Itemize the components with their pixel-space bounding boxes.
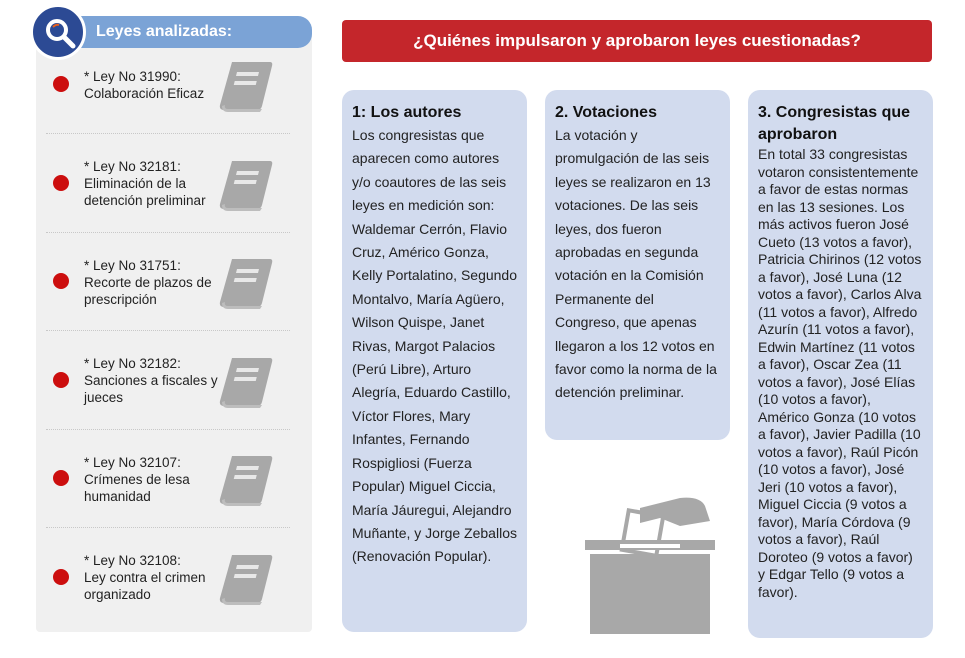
card-votes bbox=[545, 90, 730, 440]
law-text bbox=[84, 430, 224, 528]
law-item bbox=[36, 430, 312, 528]
law-text bbox=[84, 332, 224, 430]
bullet-dot bbox=[53, 175, 69, 191]
card-body: En total 33 congresistas votaron consistentemente a favor de estas normas en las 13 sesiones. Los más activos fueron José Cueto (13 votos a favor), Patricia Chirinos (12 votos a favor), José Luna (12 votos a favor), Carlos Alva (11 votos a favor), Alfredo Azurín (11 votos a favor), Edwin Martínez (11 votos a favor), Oscar Zea (11 votos a favor), José Elías (10 votos a favor), Américo Gonza (10 votos a favor), Javier Padilla (10 votos a favor), Raúl Picón (10 votos a favor), José Jeri (10 votos a favor), Miguel Ciccia (9 votos a favor), María Córdova (9 votos a favor), Raúl Doroteo (9 votos a favor) y Edgar Tello (9 votos a favor). bbox=[758, 146, 922, 600]
law-item bbox=[36, 332, 312, 430]
bullet-dot bbox=[53, 273, 69, 289]
law-number: * Ley No 32108: bbox=[84, 553, 181, 568]
card-body: La votación y promulgación de las seis leyes se realizaron en 13 votaciones. De las seis leyes, dos fueron aprobadas en segunda votación en la Comisión Permanente del Congreso, que apenas llegaron a los 12 votos en favor como la norma de la detención preliminar. bbox=[555, 127, 717, 401]
book-icon bbox=[218, 454, 274, 508]
law-number: * Ley No 32107: bbox=[84, 454, 181, 470]
book-icon bbox=[218, 257, 274, 311]
law-name: Eliminación de la detención preliminar bbox=[84, 176, 206, 208]
card-body: Los congresistas que aparecen como autores y/o coautores de las seis leyes en medición son: Waldemar Cerrón, Flavio Cruz, Américo Gonza, Kelly Portalatino, Segundo Montalvo, María Agüero, Wilson Quispe, Janet Rivas, Margot Palacios (Perú Libre), Arturo Alegría, Eduardo Castillo, Víctor Flores, Mary Infantes, Fernando Rospigliosi (Fuerza Popular) Miguel Ciccia, María Jáuregui, Alejandro Muñante, y Jorge Zeballos (Renovación Popular). bbox=[352, 127, 517, 565]
law-number: * Ley No 32182: bbox=[84, 356, 181, 371]
bullet-dot bbox=[53, 470, 69, 486]
law-item bbox=[36, 36, 312, 134]
law-number: * Ley No 31990: bbox=[84, 69, 181, 84]
card-title: 3. Congresistas que aprobaron bbox=[758, 104, 911, 143]
law-item bbox=[36, 529, 312, 627]
law-text bbox=[84, 135, 224, 233]
law-name: Ley contra el crimen organizado bbox=[84, 570, 206, 602]
card-title: 2. Votaciones bbox=[555, 104, 657, 121]
main-banner: ¿Quiénes impulsaron y aprobaron leyes cuestionadas? bbox=[342, 20, 932, 62]
law-number: * Ley No 31751: bbox=[84, 257, 181, 273]
law-item bbox=[36, 233, 312, 331]
bullet-dot bbox=[53, 76, 69, 92]
bullet-dot bbox=[53, 372, 69, 388]
card-authors bbox=[342, 90, 527, 632]
law-text bbox=[84, 233, 224, 331]
bullet-dot bbox=[53, 569, 69, 585]
card-title: 1: Los autores bbox=[352, 104, 462, 121]
law-name: Recorte de plazos de prescripción bbox=[84, 274, 212, 307]
law-name: Colaboración Eficaz bbox=[84, 86, 205, 101]
laws-panel-title: Leyes analizadas: bbox=[70, 16, 312, 48]
law-item bbox=[36, 135, 312, 233]
book-icon bbox=[218, 356, 274, 410]
law-text bbox=[84, 36, 224, 134]
card-approvers bbox=[748, 90, 933, 638]
book-icon bbox=[218, 60, 274, 114]
law-name: Crímenes de lesa humanidad bbox=[84, 471, 190, 504]
book-icon bbox=[218, 159, 274, 213]
law-name: Sanciones a fiscales y jueces bbox=[84, 373, 218, 405]
book-icon bbox=[218, 553, 274, 607]
law-text bbox=[84, 529, 224, 627]
law-number: * Ley No 32181: bbox=[84, 159, 181, 174]
ballot-box-icon bbox=[585, 488, 720, 636]
